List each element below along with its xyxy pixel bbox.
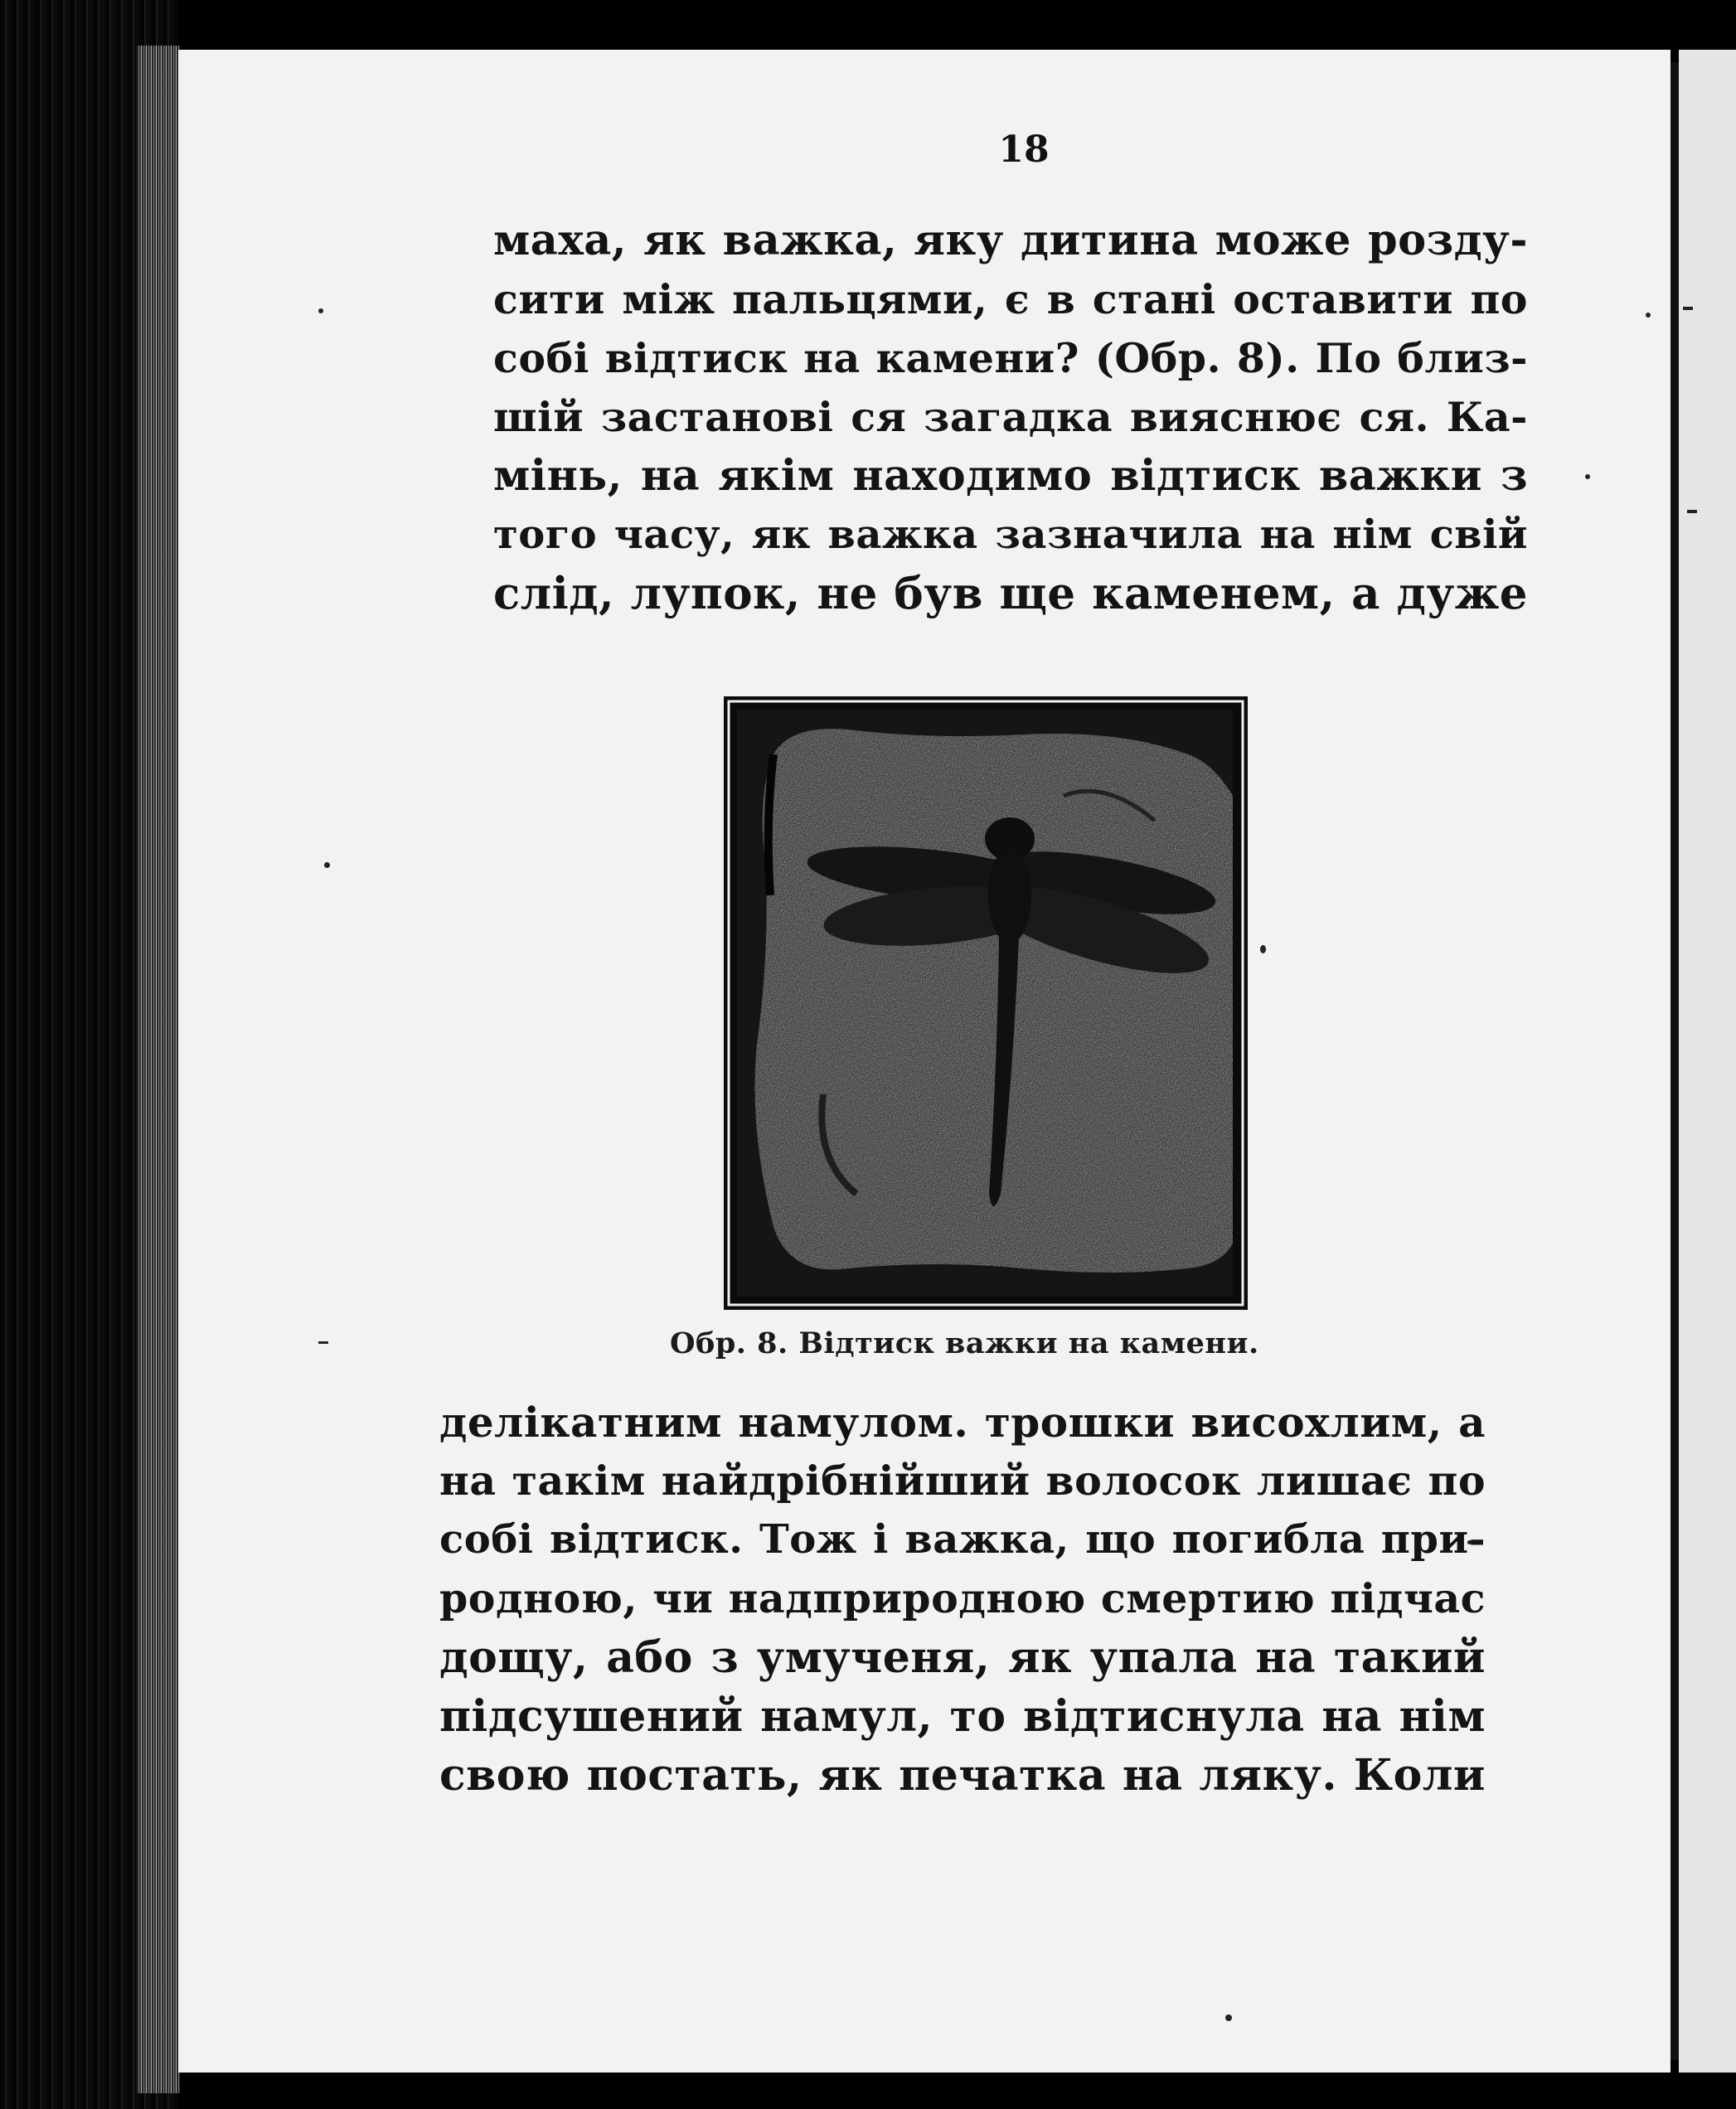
ink-speck [1687, 510, 1697, 513]
text-line: мінь, на якім находимо відтиск важки з [493, 451, 1528, 501]
text-line: свою постать, як печатка на ляку. Коли [439, 1750, 1486, 1801]
text-line: на такім найдрібнійший волосок лишає по [439, 1457, 1486, 1505]
text-line: собі відтиск. Тож і важка, що погибла при- [439, 1516, 1486, 1563]
ink-speck [1646, 313, 1651, 318]
text-line: делікатним намулом. трошки висохлим, а [439, 1398, 1486, 1447]
text-line: слід, лупок, не був ще каменем, а дуже [493, 568, 1528, 619]
ink-speck [318, 308, 323, 313]
text-line: родною, чи надприродною смертию підчас [439, 1574, 1486, 1622]
ink-speck [1585, 474, 1590, 479]
text-line: шій застанові ся загадка вияснює ся. Ка- [493, 393, 1528, 441]
fossil-illustration [724, 696, 1248, 1310]
ink-speck [1225, 2014, 1232, 2021]
text-line: сити між пальцями, є в стані оставити по [493, 275, 1528, 323]
page-edges [137, 46, 180, 2093]
ink-speck [318, 1341, 328, 1344]
paragraph-top [493, 211, 1528, 623]
page-number: 18 [998, 128, 1050, 171]
gutter-line [1671, 62, 1679, 2060]
ink-speck [324, 862, 330, 868]
text-line: маха, як важка, яку дитина може розду- [493, 216, 1528, 265]
text-line: підсушений намул, то відтиснула на нім [439, 1691, 1486, 1742]
dragonfly-fossil-image [724, 696, 1248, 1310]
ink-speck [1260, 945, 1266, 953]
figure-caption: Обр. 8. Відтиск важки на камени. [670, 1326, 1259, 1360]
facing-page-edge [1679, 50, 1736, 2073]
text-line: того часу, як важка зазначила на нім свій [493, 511, 1528, 558]
text-line: собі відтиск на камени? (Обр. 8). По близ- [493, 334, 1528, 382]
ink-speck [1683, 307, 1693, 310]
paragraph-bottom [439, 1393, 1486, 1805]
text-line: дощу, або з умученя, як упала на такий [439, 1632, 1486, 1683]
